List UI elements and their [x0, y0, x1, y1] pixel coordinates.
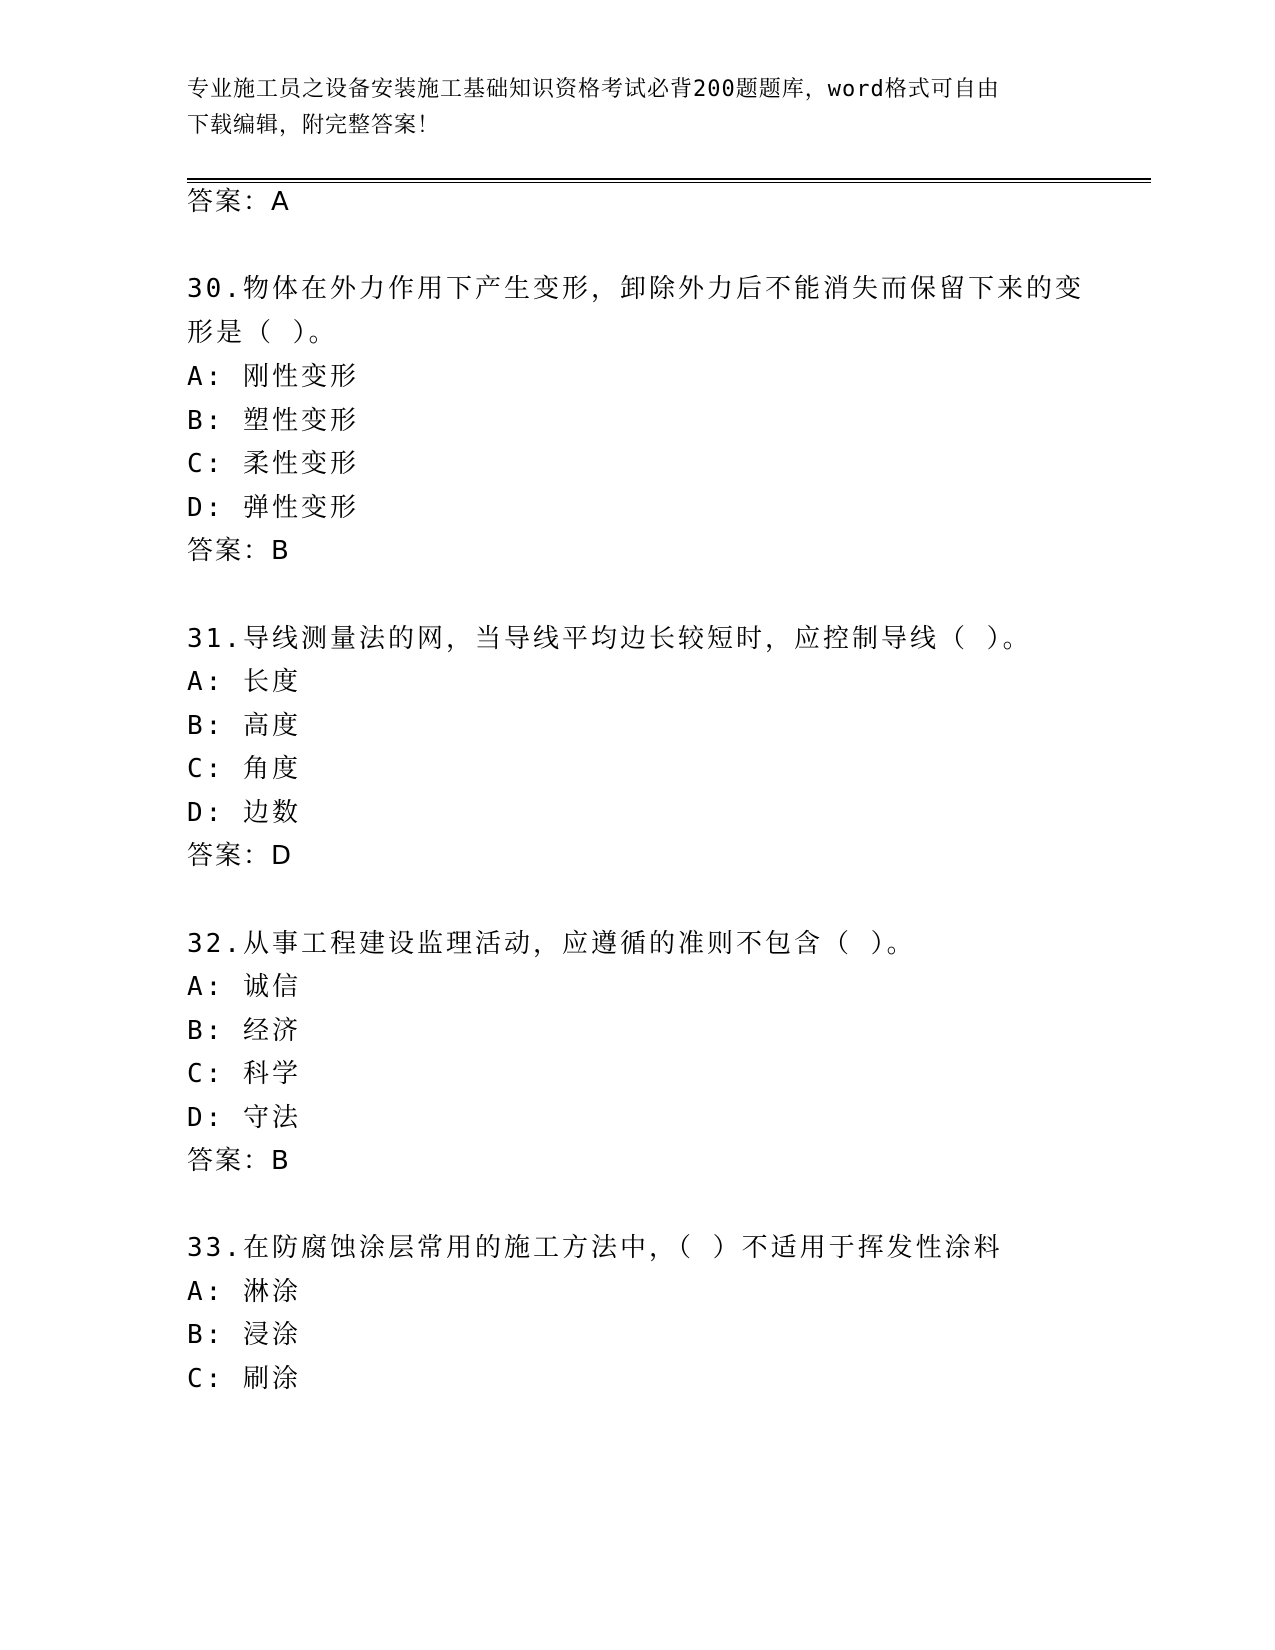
question-33-text-line-1: 33.在防腐蚀涂层常用的施工方法中，（ ）不适用于挥发性涂料	[187, 1233, 1003, 1263]
question-31-answer: 答案：D	[187, 841, 294, 871]
question-30-option-d: D: 弹性变形	[187, 493, 359, 523]
question-30-text-line-1: 30.物体在外力作用下产生变形，卸除外力后不能消失而保留下来的变	[187, 274, 1084, 304]
question-32-option-c: C: 科学	[187, 1059, 301, 1089]
question-30-option-c: C: 柔性变形	[187, 449, 359, 479]
question-32-option-d: D: 守法	[187, 1103, 301, 1133]
question-31-text-line-1: 31.导线测量法的网，当导线平均边长较短时，应控制导线（ ）。	[187, 624, 1032, 654]
question-30-option-a: A: 刚性变形	[187, 362, 359, 392]
answer-line-prev: 答案：A	[187, 187, 291, 217]
question-31-option-a: A: 长度	[187, 667, 301, 697]
question-32-option-a: A: 诚信	[187, 972, 301, 1002]
question-32-answer: 答案：B	[187, 1146, 291, 1176]
question-32-option-b: B: 经济	[187, 1016, 301, 1046]
question-33-option-a: A: 淋涂	[187, 1277, 301, 1307]
question-31-option-c: C: 角度	[187, 754, 301, 784]
question-33-option-b: B: 浸涂	[187, 1320, 301, 1350]
document-header	[187, 72, 1087, 144]
question-30-option-b: B: 塑性变形	[187, 406, 359, 436]
question-31-option-b: B: 高度	[187, 711, 301, 741]
question-30-answer: 答案：B	[187, 536, 291, 566]
header-title-line-2: 下载编辑，附完整答案！	[187, 113, 441, 138]
question-33-option-c: C: 刷涂	[187, 1364, 301, 1394]
header-title-line-1: 专业施工员之设备安装施工基础知识资格考试必背200题题库，word格式可自由	[187, 77, 1000, 102]
question-30-text-line-2: 形是（ ）。	[187, 318, 338, 348]
question-31-option-d: D: 边数	[187, 798, 301, 828]
question-32-text-line-1: 32.从事工程建设监理活动，应遵循的准则不包含（ ）。	[187, 929, 916, 959]
header-divider	[187, 178, 1151, 183]
